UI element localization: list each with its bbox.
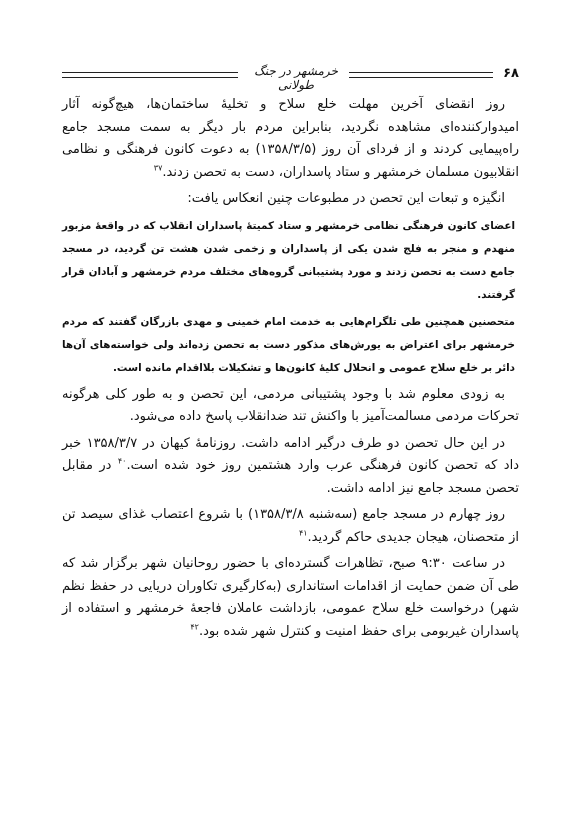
paragraph [62, 384, 519, 429]
paragraph [62, 188, 519, 211]
paragraph-text: روز چهارم در مسجد جامع (سه‌شنبه ۱۳۵۸/۳/۸) با شروع اعتصاب غذای سیصد تن از متحصنان، هیجان جدیدی حاکم گردید. [62, 507, 519, 545]
paragraph [62, 553, 519, 643]
footnote-ref: ۳۷ [153, 163, 163, 173]
footnote-ref: ۴۰ [117, 456, 127, 466]
press-quote: متحصنین همچنین طی تلگرام‌هایی به خدمت امام خمینی و مهدی بازرگان گفتند که مردم خرمشهر برای اعتراض به یورش‌های مذکور دست به تحصن زده‌اند ولی خواسته‌های آن‌ها دائر بر خلع سلاح عمومی و انحلال کلیهٔ کانون‌ها و تشکیلات بلااقدام مانده است. [62, 315, 515, 374]
paragraph [62, 504, 519, 549]
paragraph-text: انگیزه و تبعات این تحصن در مطبوعات چنین انعکاس یافت: [187, 191, 505, 206]
paragraph-text: در مقابل تحصن مسجد جامع نیز ادامه داشت. [62, 458, 519, 496]
footnote-ref: ۴۱ [298, 528, 308, 538]
page-header [62, 64, 519, 92]
footnote-ref: ۴۲ [190, 622, 199, 632]
paragraph-text: در ساعت ۹:۳۰ صبح، تظاهرات گسترده‌ای با حضور روحانیان شهر برگزار شد که طی آن ضمن حمایت از اقدامات استانداری (به‌کارگیری تکاوران دریایی در حفظ نظم شهر) درخواست خلع سلاح عمومی، بازداشت عاملان فاجعهٔ خرمشهر و استفاده از پاسداران غیربومی برای حفظ امنیت و کنترل شهر شده بود. [62, 556, 519, 639]
header-rule-right [349, 72, 493, 78]
paragraph-text: در این حال تحصن دو طرف درگیر ادامه داشت. روزنامهٔ کیهان در ۱۳۵۸/۳/۷ خبر داد که تحصن کانون فرهنگی عرب وارد هشتمین روز خود شده است. [62, 435, 519, 473]
paragraph [62, 94, 519, 184]
running-title: خرمشهر در جنگ طولانی [254, 64, 338, 92]
paragraph-text: روز انقضای آخرین مهلت خلع سلاح و تخلیهٔ ساختمان‌ها، هیچ‌گونه آثار امیدوارکننده‌ای مشاهده نگردید، بنابراین مردم بار دیگر به سمت مسجد جامع راه‌پیمایی کردند و از فردای آن روز (۱۳۵۸/۳/۵) به دعوت کانون فرهنگی و نظامی انقلابیون مسلمان خرمشهر و ستاد پاسداران، دست به تحصن زدند. [62, 97, 519, 180]
paragraph [62, 433, 519, 501]
page-number: ۶۸ [503, 66, 519, 81]
page-body [62, 94, 519, 647]
paragraph-text: به زودی معلوم شد با وجود پشتیبانی مردمی، این تحصن و به طور کلی هرگونه تحرکات مردمی مسالمت‌آمیز با واکنش تند ضدانقلاب پاسخ داده می‌شود. [62, 386, 519, 424]
press-quote: اعضای کانون فرهنگی نظامی خرمشهر و ستاد کمیتهٔ پاسداران انقلاب که در واقعهٔ مزبور منهدم و منجر به فلج شدن یکی از پاسداران و زخمی شدن هشت تن گردید، در مسجد جامع دست به تحصن زدند و مورد پشتیبانی گروه‌های مختلف مردم خرمشهر و آبادان قرار گرفتند. [62, 219, 515, 301]
header-rule-left [62, 72, 238, 78]
